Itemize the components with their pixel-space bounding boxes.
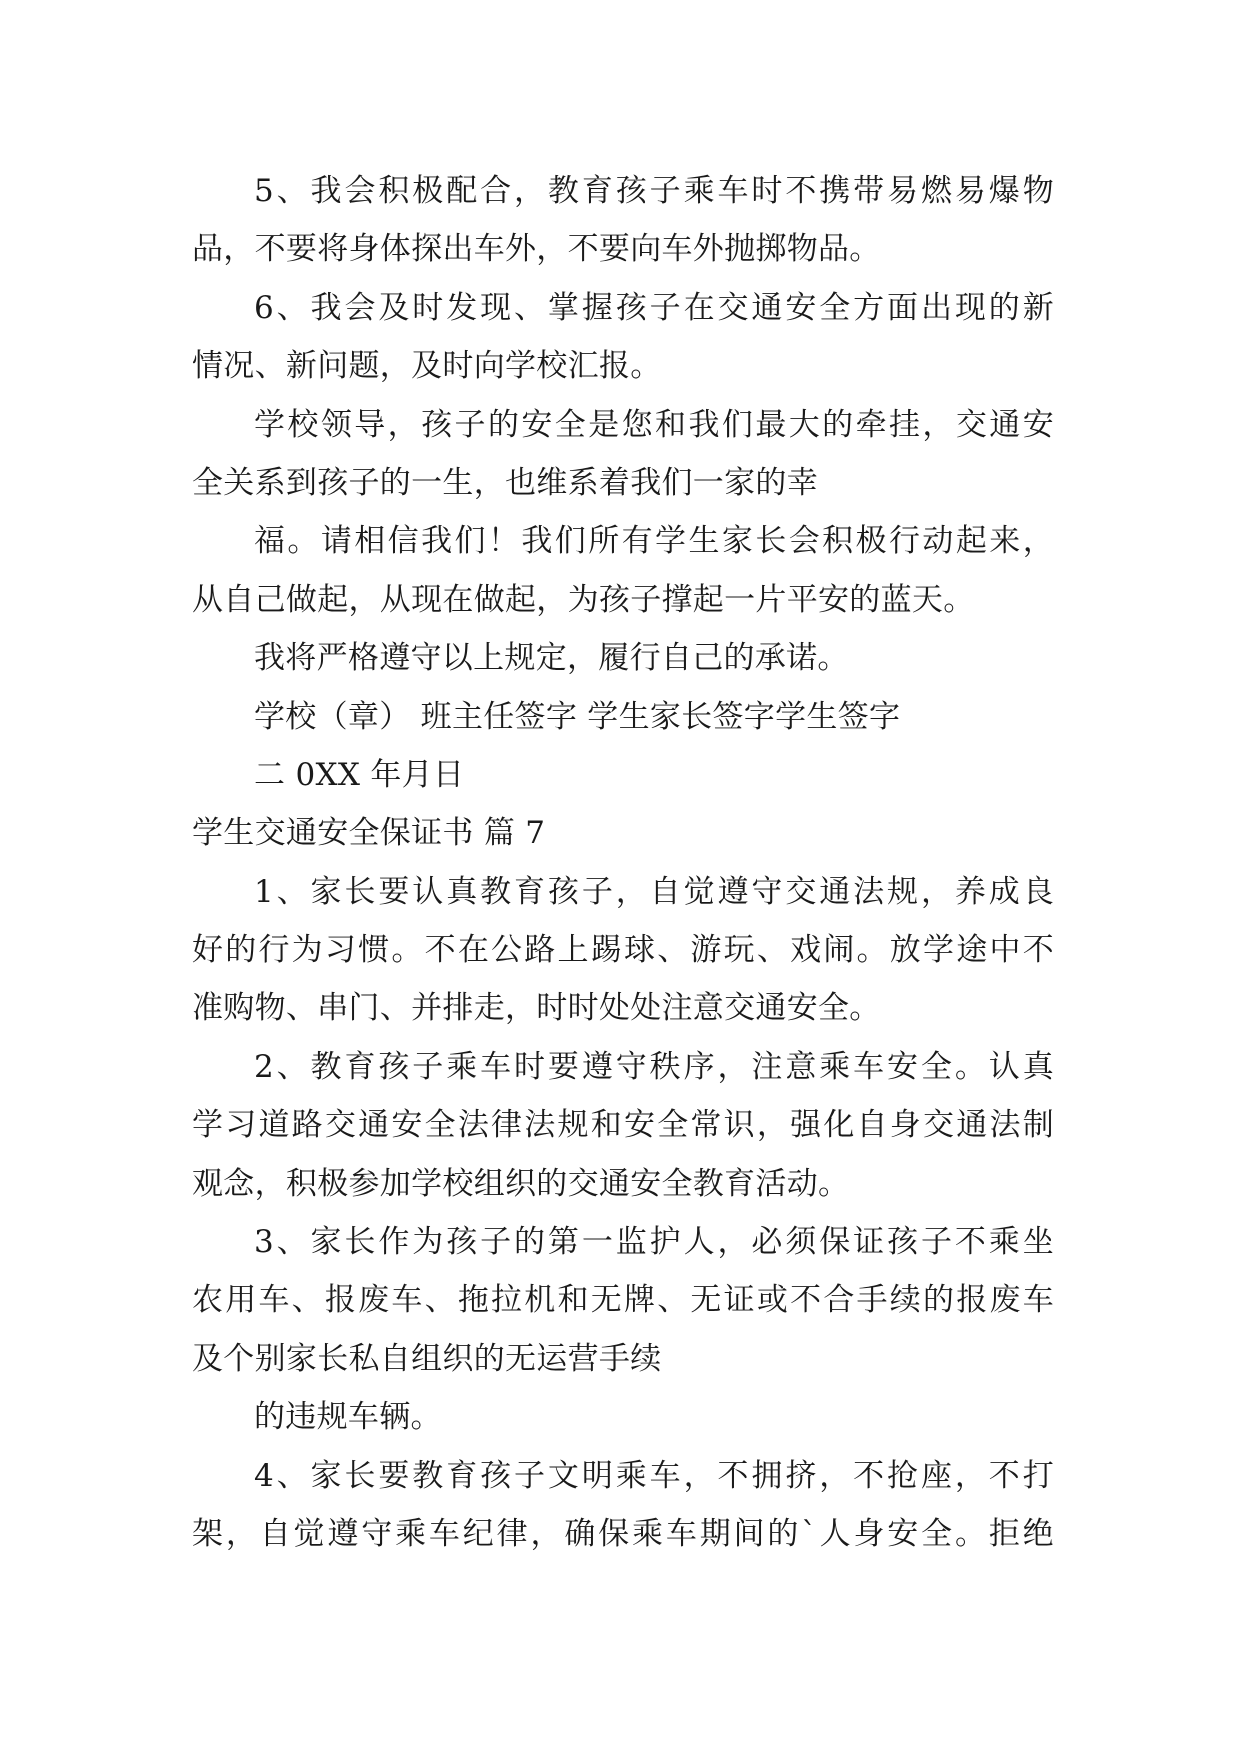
- text-line: 1、家长要认真教育孩子，自觉遵守交通法规，养成良: [254, 873, 1054, 910]
- text-line: 架，自觉遵守乘车纪律，确保乘车期间的`人身安全。拒绝: [192, 1515, 1054, 1552]
- text-line: 准购物、串门、并排走，时时处处注意交通安全。: [192, 990, 881, 1027]
- text-line: 从自己做起，从现在做起，为孩子撑起一片平安的蓝天。: [192, 581, 975, 618]
- text-line: 情况、新问题，及时向学校汇报。: [192, 348, 662, 385]
- text-line: 的违规车辆。: [254, 1399, 442, 1436]
- text-line: 学习道路交通安全法律法规和安全常识，强化自身交通法制: [192, 1107, 1054, 1144]
- text-line: 福。请相信我们！我们所有学生家长会积极行动起来，: [254, 523, 1054, 560]
- document-body: [192, 162, 1054, 1563]
- text-line: 学校领导，孩子的安全是您和我们最大的牵挂，交通安: [254, 406, 1054, 443]
- text-line: 二 0XX 年月日: [254, 756, 465, 793]
- text-line: 4、家长要教育孩子文明乘车，不拥挤，不抢座，不打: [254, 1457, 1054, 1494]
- text-line: 学生交通安全保证书 篇 7: [192, 815, 546, 852]
- text-line: 全关系到孩子的一生，也维系着我们一家的幸: [192, 464, 818, 501]
- text-line: 品，不要将身体探出车外，不要向车外抛掷物品。: [192, 231, 881, 268]
- text-line: 农用车、报废车、拖拉机和无牌、无证或不合手续的报废车: [192, 1282, 1054, 1319]
- text-line: 6、我会及时发现、掌握孩子在交通安全方面出现的新: [254, 289, 1054, 326]
- text-line: 我将严格遵守以上规定，履行自己的承诺。: [254, 640, 849, 677]
- text-line: 观念，积极参加学校组织的交通安全教育活动。: [192, 1165, 850, 1202]
- text-line: 3、家长作为孩子的第一监护人，必须保证孩子不乘坐: [254, 1224, 1054, 1261]
- text-line: 2、教育孩子乘车时要遵守秩序，注意乘车安全。认真: [254, 1048, 1054, 1085]
- text-line: 好的行为习惯。不在公路上踢球、游玩、戏闹。放学途中不: [192, 932, 1054, 969]
- text-line: 学校（章） 班主任签字 学生家长签字学生签字: [254, 698, 901, 735]
- text-line: 5、我会积极配合，教育孩子乘车时不携带易燃易爆物: [254, 173, 1054, 209]
- text-line: 及个别家长私自组织的无运营手续: [192, 1340, 662, 1377]
